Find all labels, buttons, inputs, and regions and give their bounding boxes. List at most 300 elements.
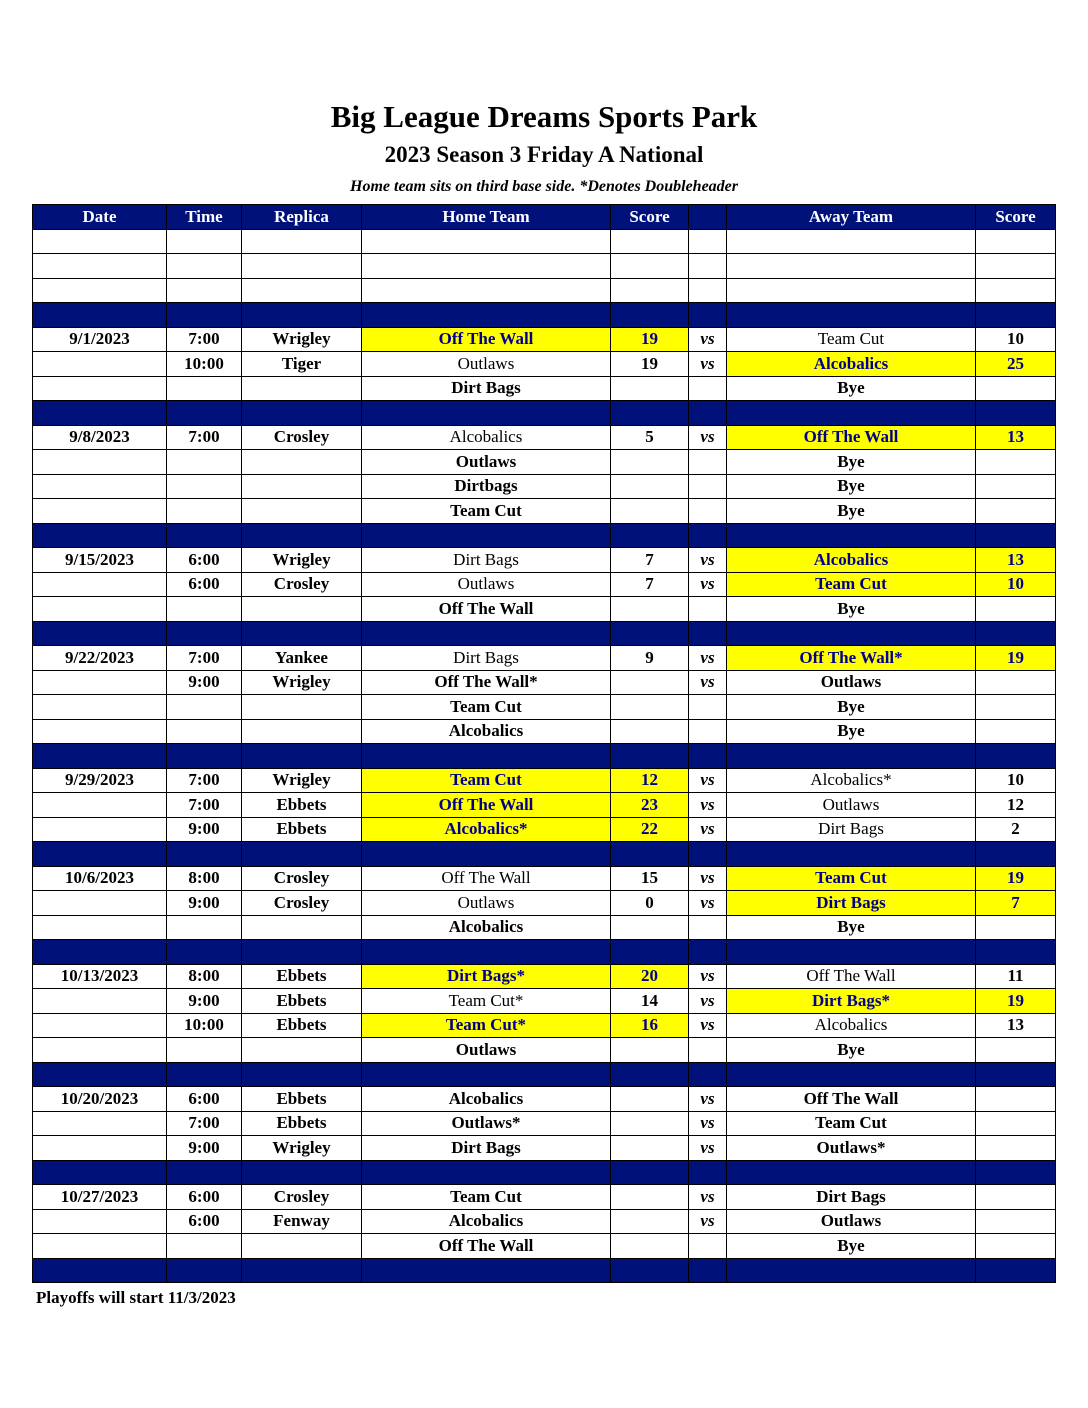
replica-cell: Yankee: [242, 646, 362, 671]
divider-cell: [362, 401, 611, 426]
away-team-cell: Off The Wall: [727, 1087, 976, 1112]
divider-cell: [976, 1062, 1056, 1087]
time-cell: [167, 915, 242, 940]
replica-cell: Ebbets: [242, 964, 362, 989]
divider-cell: [33, 303, 167, 328]
game-row: [33, 499, 1056, 524]
date-cell: [33, 499, 167, 524]
replica-cell: Ebbets: [242, 1013, 362, 1038]
vs-cell: vs: [689, 964, 727, 989]
divider-cell: [33, 1062, 167, 1087]
game-row: [33, 793, 1056, 818]
date-cell: [33, 352, 167, 377]
game-row: [33, 425, 1056, 450]
game-row: [33, 1209, 1056, 1234]
game-row: [33, 1185, 1056, 1210]
empty-cell: [167, 278, 242, 303]
time-cell: 8:00: [167, 866, 242, 891]
home-score-cell: 7: [611, 548, 689, 573]
date-cell: 9/1/2023: [33, 327, 167, 352]
vs-cell: vs: [689, 352, 727, 377]
vs-cell: vs: [689, 1185, 727, 1210]
divider-cell: [242, 940, 362, 965]
home-team-cell: Dirt Bags: [362, 1136, 611, 1161]
home-score-cell: 20: [611, 964, 689, 989]
empty-cell: [362, 229, 611, 254]
vs-cell: [689, 450, 727, 475]
empty-cell: [689, 254, 727, 279]
game-row: [33, 719, 1056, 744]
time-cell: [167, 597, 242, 622]
replica-cell: Crosley: [242, 425, 362, 450]
divider-cell: [167, 303, 242, 328]
time-cell: 6:00: [167, 572, 242, 597]
home-team-cell: Alcobalics: [362, 1087, 611, 1112]
time-cell: 6:00: [167, 1185, 242, 1210]
divider-cell: [611, 621, 689, 646]
divider-cell: [976, 842, 1056, 867]
divider-cell: [611, 744, 689, 769]
away-score-cell: [976, 597, 1056, 622]
home-team-cell: Off The Wall: [362, 1234, 611, 1259]
empty-cell: [167, 254, 242, 279]
empty-cell: [611, 278, 689, 303]
header-note: Home team sits on third base side. *Denotes Doubleheader: [350, 178, 738, 195]
home-score-cell: [611, 1111, 689, 1136]
date-cell: [33, 817, 167, 842]
divider-cell: [242, 523, 362, 548]
away-team-cell: Dirt Bags*: [727, 989, 976, 1014]
divider-cell: [242, 401, 362, 426]
section-divider-row: [33, 744, 1056, 769]
time-cell: 9:00: [167, 817, 242, 842]
divider-cell: [727, 1062, 976, 1087]
away-team-cell: Team Cut: [727, 327, 976, 352]
away-score-cell: [976, 915, 1056, 940]
home-team-cell: Team Cut: [362, 695, 611, 720]
date-cell: [33, 450, 167, 475]
empty-cell: [976, 254, 1056, 279]
away-score-cell: 10: [976, 768, 1056, 793]
date-cell: 9/15/2023: [33, 548, 167, 573]
replica-cell: [242, 719, 362, 744]
game-row: [33, 646, 1056, 671]
date-cell: [33, 793, 167, 818]
away-team-cell: Bye: [727, 695, 976, 720]
replica-cell: Wrigley: [242, 768, 362, 793]
home-score-cell: 16: [611, 1013, 689, 1038]
away-score-cell: 10: [976, 327, 1056, 352]
divider-cell: [976, 523, 1056, 548]
away-team-cell: Dirt Bags: [727, 817, 976, 842]
date-cell: 9/8/2023: [33, 425, 167, 450]
away-score-cell: 12: [976, 793, 1056, 818]
section-divider-row: [33, 621, 1056, 646]
replica-cell: Fenway: [242, 1209, 362, 1234]
time-cell: [167, 450, 242, 475]
home-team-cell: Team Cut: [362, 499, 611, 524]
divider-cell: [976, 940, 1056, 965]
time-cell: [167, 474, 242, 499]
home-score-cell: [611, 1038, 689, 1063]
section-divider-row: [33, 303, 1056, 328]
away-score-cell: [976, 1111, 1056, 1136]
away-team-cell: Bye: [727, 1234, 976, 1259]
divider-cell: [33, 1258, 167, 1283]
divider-cell: [33, 842, 167, 867]
vs-cell: vs: [689, 1087, 727, 1112]
vs-cell: [689, 1234, 727, 1259]
game-row: [33, 768, 1056, 793]
vs-cell: vs: [689, 793, 727, 818]
time-cell: [167, 376, 242, 401]
game-row: [33, 1038, 1056, 1063]
vs-cell: vs: [689, 891, 727, 916]
away-team-cell: Bye: [727, 597, 976, 622]
time-cell: [167, 719, 242, 744]
divider-cell: [976, 1160, 1056, 1185]
vs-cell: vs: [689, 1136, 727, 1161]
section-divider-row: [33, 1062, 1056, 1087]
date-cell: [33, 915, 167, 940]
away-score-cell: [976, 1185, 1056, 1210]
time-cell: 9:00: [167, 891, 242, 916]
game-row: [33, 891, 1056, 916]
home-team-cell: Off The Wall: [362, 793, 611, 818]
home-score-cell: [611, 915, 689, 940]
divider-cell: [611, 523, 689, 548]
away-score-cell: [976, 1209, 1056, 1234]
divider-cell: [727, 1258, 976, 1283]
divider-cell: [727, 744, 976, 769]
divider-cell: [727, 303, 976, 328]
empty-cell: [362, 254, 611, 279]
home-score-cell: [611, 670, 689, 695]
replica-cell: Ebbets: [242, 817, 362, 842]
section-divider-row: [33, 940, 1056, 965]
divider-cell: [611, 303, 689, 328]
col-header-date: Date: [33, 205, 167, 230]
vs-cell: vs: [689, 1013, 727, 1038]
home-team-cell: Off The Wall: [362, 597, 611, 622]
away-team-cell: Dirt Bags: [727, 891, 976, 916]
away-score-cell: [976, 1136, 1056, 1161]
date-cell: [33, 1209, 167, 1234]
empty-cell: [689, 278, 727, 303]
home-score-cell: 9: [611, 646, 689, 671]
game-row: [33, 352, 1056, 377]
replica-cell: Crosley: [242, 1185, 362, 1210]
empty-cell: [33, 254, 167, 279]
home-score-cell: 23: [611, 793, 689, 818]
divider-cell: [362, 1258, 611, 1283]
schedule-table: [32, 204, 1056, 1283]
divider-cell: [242, 621, 362, 646]
home-team-cell: Team Cut: [362, 1185, 611, 1210]
home-team-cell: Outlaws*: [362, 1111, 611, 1136]
home-score-cell: 19: [611, 327, 689, 352]
time-cell: 7:00: [167, 768, 242, 793]
vs-cell: vs: [689, 817, 727, 842]
date-cell: [33, 1013, 167, 1038]
divider-cell: [242, 1258, 362, 1283]
time-cell: 6:00: [167, 1209, 242, 1234]
home-team-cell: Off The Wall: [362, 327, 611, 352]
home-score-cell: [611, 450, 689, 475]
home-score-cell: [611, 376, 689, 401]
time-cell: [167, 1234, 242, 1259]
divider-cell: [167, 523, 242, 548]
home-team-cell: Dirt Bags: [362, 376, 611, 401]
time-cell: 10:00: [167, 1013, 242, 1038]
home-score-cell: [611, 1209, 689, 1234]
date-cell: [33, 670, 167, 695]
home-score-cell: [611, 1136, 689, 1161]
date-cell: 10/27/2023: [33, 1185, 167, 1210]
replica-cell: [242, 597, 362, 622]
empty-cell: [727, 229, 976, 254]
home-team-cell: Dirt Bags: [362, 548, 611, 573]
time-cell: 7:00: [167, 425, 242, 450]
home-team-cell: Dirtbags: [362, 474, 611, 499]
replica-cell: [242, 474, 362, 499]
away-score-cell: 25: [976, 352, 1056, 377]
time-cell: [167, 499, 242, 524]
col-header-away-team: Away Team: [727, 205, 976, 230]
home-score-cell: [611, 597, 689, 622]
divider-cell: [611, 1160, 689, 1185]
col-header-time: Time: [167, 205, 242, 230]
empty-cell: [611, 229, 689, 254]
divider-cell: [689, 1062, 727, 1087]
away-team-cell: Outlaws: [727, 1209, 976, 1234]
vs-cell: [689, 1038, 727, 1063]
empty-cell: [242, 254, 362, 279]
away-score-cell: [976, 1038, 1056, 1063]
divider-cell: [611, 1258, 689, 1283]
time-cell: 7:00: [167, 1111, 242, 1136]
away-score-cell: 19: [976, 646, 1056, 671]
home-score-cell: 14: [611, 989, 689, 1014]
divider-cell: [242, 303, 362, 328]
game-row: [33, 1136, 1056, 1161]
divider-cell: [976, 744, 1056, 769]
away-score-cell: [976, 1234, 1056, 1259]
away-score-cell: [976, 450, 1056, 475]
home-score-cell: 15: [611, 866, 689, 891]
replica-cell: Crosley: [242, 572, 362, 597]
away-score-cell: [976, 1087, 1056, 1112]
replica-cell: Wrigley: [242, 670, 362, 695]
vs-cell: [689, 499, 727, 524]
replica-cell: [242, 1038, 362, 1063]
game-row: [33, 695, 1056, 720]
date-cell: [33, 572, 167, 597]
game-row: [33, 915, 1056, 940]
vs-cell: vs: [689, 768, 727, 793]
date-cell: 10/20/2023: [33, 1087, 167, 1112]
divider-cell: [611, 842, 689, 867]
home-team-cell: Alcobalics: [362, 1209, 611, 1234]
game-row: [33, 989, 1056, 1014]
home-score-cell: 22: [611, 817, 689, 842]
replica-cell: Wrigley: [242, 1136, 362, 1161]
empty-cell: [976, 229, 1056, 254]
replica-cell: Ebbets: [242, 1111, 362, 1136]
divider-cell: [976, 401, 1056, 426]
time-cell: 7:00: [167, 327, 242, 352]
col-header-home-score: Score: [611, 205, 689, 230]
divider-cell: [167, 621, 242, 646]
date-cell: [33, 989, 167, 1014]
divider-cell: [167, 940, 242, 965]
away-team-cell: Alcobalics: [727, 1013, 976, 1038]
time-cell: 7:00: [167, 646, 242, 671]
replica-cell: [242, 376, 362, 401]
time-cell: 9:00: [167, 670, 242, 695]
vs-cell: [689, 376, 727, 401]
empty-cell: [362, 278, 611, 303]
game-row: [33, 1234, 1056, 1259]
time-cell: 6:00: [167, 1087, 242, 1112]
home-team-cell: Dirt Bags: [362, 646, 611, 671]
divider-cell: [362, 1160, 611, 1185]
date-cell: 9/22/2023: [33, 646, 167, 671]
home-team-cell: Team Cut*: [362, 989, 611, 1014]
divider-cell: [611, 1062, 689, 1087]
divider-cell: [689, 621, 727, 646]
away-score-cell: 10: [976, 572, 1056, 597]
replica-cell: Wrigley: [242, 548, 362, 573]
empty-row: [33, 254, 1056, 279]
away-score-cell: 19: [976, 989, 1056, 1014]
divider-cell: [242, 1062, 362, 1087]
away-team-cell: Alcobalics*: [727, 768, 976, 793]
date-cell: [33, 474, 167, 499]
home-score-cell: [611, 1185, 689, 1210]
section-divider-row: [33, 401, 1056, 426]
home-team-cell: Off The Wall: [362, 866, 611, 891]
divider-cell: [689, 1258, 727, 1283]
divider-cell: [976, 1258, 1056, 1283]
divider-cell: [689, 1160, 727, 1185]
replica-cell: [242, 1234, 362, 1259]
vs-cell: vs: [689, 1209, 727, 1234]
date-cell: [33, 597, 167, 622]
vs-cell: vs: [689, 425, 727, 450]
divider-cell: [362, 523, 611, 548]
divider-cell: [362, 744, 611, 769]
home-score-cell: [611, 499, 689, 524]
empty-row: [33, 278, 1056, 303]
replica-cell: [242, 450, 362, 475]
home-team-cell: Outlaws: [362, 352, 611, 377]
date-cell: 10/13/2023: [33, 964, 167, 989]
divider-cell: [976, 621, 1056, 646]
divider-cell: [242, 1160, 362, 1185]
replica-cell: Wrigley: [242, 327, 362, 352]
away-score-cell: [976, 474, 1056, 499]
vs-cell: [689, 719, 727, 744]
game-row: [33, 474, 1056, 499]
section-divider-row: [33, 842, 1056, 867]
away-score-cell: 11: [976, 964, 1056, 989]
section-divider-row: [33, 1258, 1056, 1283]
game-row: [33, 817, 1056, 842]
home-score-cell: 12: [611, 768, 689, 793]
home-score-cell: 7: [611, 572, 689, 597]
home-score-cell: 19: [611, 352, 689, 377]
away-score-cell: [976, 670, 1056, 695]
divider-cell: [727, 523, 976, 548]
away-team-cell: Off The Wall: [727, 425, 976, 450]
replica-cell: Crosley: [242, 891, 362, 916]
replica-cell: Ebbets: [242, 1087, 362, 1112]
home-team-cell: Alcobalics*: [362, 817, 611, 842]
divider-cell: [167, 1258, 242, 1283]
replica-cell: Ebbets: [242, 989, 362, 1014]
time-cell: 9:00: [167, 1136, 242, 1161]
divider-cell: [727, 940, 976, 965]
home-team-cell: Alcobalics: [362, 719, 611, 744]
game-row: [33, 1087, 1056, 1112]
home-score-cell: [611, 695, 689, 720]
vs-cell: [689, 915, 727, 940]
time-cell: 10:00: [167, 352, 242, 377]
game-row: [33, 1111, 1056, 1136]
game-row: [33, 1013, 1056, 1038]
home-team-cell: Outlaws: [362, 1038, 611, 1063]
section-divider-row: [33, 523, 1056, 548]
away-team-cell: Bye: [727, 450, 976, 475]
schedule-body: [33, 229, 1056, 1283]
time-cell: 9:00: [167, 989, 242, 1014]
divider-cell: [33, 401, 167, 426]
divider-cell: [727, 1160, 976, 1185]
home-team-cell: Off The Wall*: [362, 670, 611, 695]
divider-cell: [689, 523, 727, 548]
empty-cell: [242, 278, 362, 303]
away-team-cell: Bye: [727, 915, 976, 940]
away-team-cell: Bye: [727, 1038, 976, 1063]
away-team-cell: Team Cut: [727, 572, 976, 597]
col-header-replica: Replica: [242, 205, 362, 230]
away-team-cell: Bye: [727, 376, 976, 401]
game-row: [33, 597, 1056, 622]
divider-cell: [33, 621, 167, 646]
away-score-cell: 13: [976, 1013, 1056, 1038]
replica-cell: [242, 695, 362, 720]
divider-cell: [727, 842, 976, 867]
away-team-cell: Bye: [727, 719, 976, 744]
away-team-cell: Outlaws: [727, 670, 976, 695]
away-score-cell: [976, 499, 1056, 524]
date-cell: [33, 1111, 167, 1136]
game-row: [33, 376, 1056, 401]
game-row: [33, 964, 1056, 989]
away-team-cell: Team Cut: [727, 866, 976, 891]
divider-cell: [167, 401, 242, 426]
away-score-cell: [976, 376, 1056, 401]
home-score-cell: 0: [611, 891, 689, 916]
divider-cell: [689, 303, 727, 328]
divider-cell: [727, 401, 976, 426]
divider-cell: [362, 842, 611, 867]
home-team-cell: Team Cut*: [362, 1013, 611, 1038]
vs-cell: vs: [689, 548, 727, 573]
vs-cell: [689, 597, 727, 622]
home-score-cell: [611, 474, 689, 499]
